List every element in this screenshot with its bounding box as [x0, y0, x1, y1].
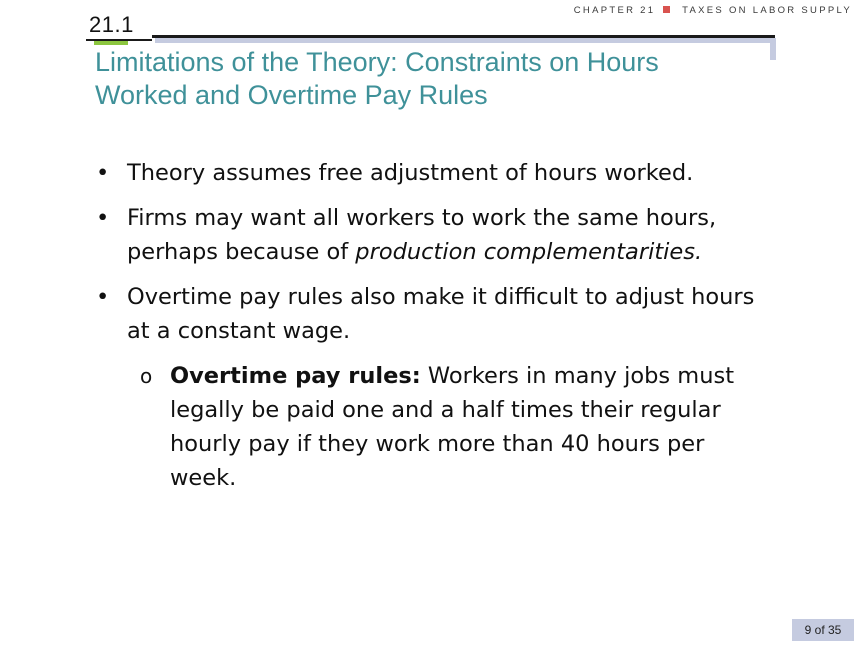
- bullet-text: Theory assumes free adjustment of hours worked.: [127, 160, 694, 186]
- bullet-dot-icon: •: [96, 205, 110, 231]
- chapter-header: [574, 5, 852, 16]
- slide-title-line-2: Worked and Overtime Pay Rules: [95, 80, 488, 110]
- bullet-text: Firms may want all workers to work the same hours, perhaps because of: [127, 205, 717, 265]
- bullet-item: [96, 201, 766, 269]
- slide-title: [95, 46, 755, 112]
- page-number-badge: 9 of 35: [792, 619, 854, 641]
- header-rule: [152, 35, 775, 38]
- bullet-text: Overtime pay rules also make it difficult to adjust hours at a constant wage.: [127, 284, 755, 344]
- section-number: 21.1: [89, 12, 134, 37]
- header-rule-shadow-end: [770, 38, 776, 60]
- sub-bullet-text: Workers in many jobs must legally be paid one and a half times their regular hourly pay if they work more than 40 hours per week.: [170, 363, 735, 491]
- section-accent-bar: [94, 41, 128, 45]
- bullet-dot-icon: •: [96, 160, 110, 186]
- sub-bullet-term: Overtime pay rules:: [170, 363, 421, 389]
- sub-bullet-circle-icon: o: [140, 364, 153, 388]
- slide-title-line-1: Limitations of the Theory: Constraints on Hours: [95, 47, 659, 77]
- bullet-dot-icon: •: [96, 284, 110, 310]
- bullet-list: [96, 156, 766, 506]
- header-rule-shadow: [155, 38, 775, 43]
- chapter-topic: TAXES ON LABOR SUPPLY: [682, 5, 852, 16]
- bullet-item: [96, 156, 766, 190]
- sub-bullet-item: [140, 359, 766, 495]
- bullet-item: [96, 280, 766, 348]
- separator-square-icon: [663, 6, 670, 13]
- bullet-emphasis: production complementarities.: [355, 239, 703, 265]
- chapter-label: CHAPTER 21: [573, 5, 656, 16]
